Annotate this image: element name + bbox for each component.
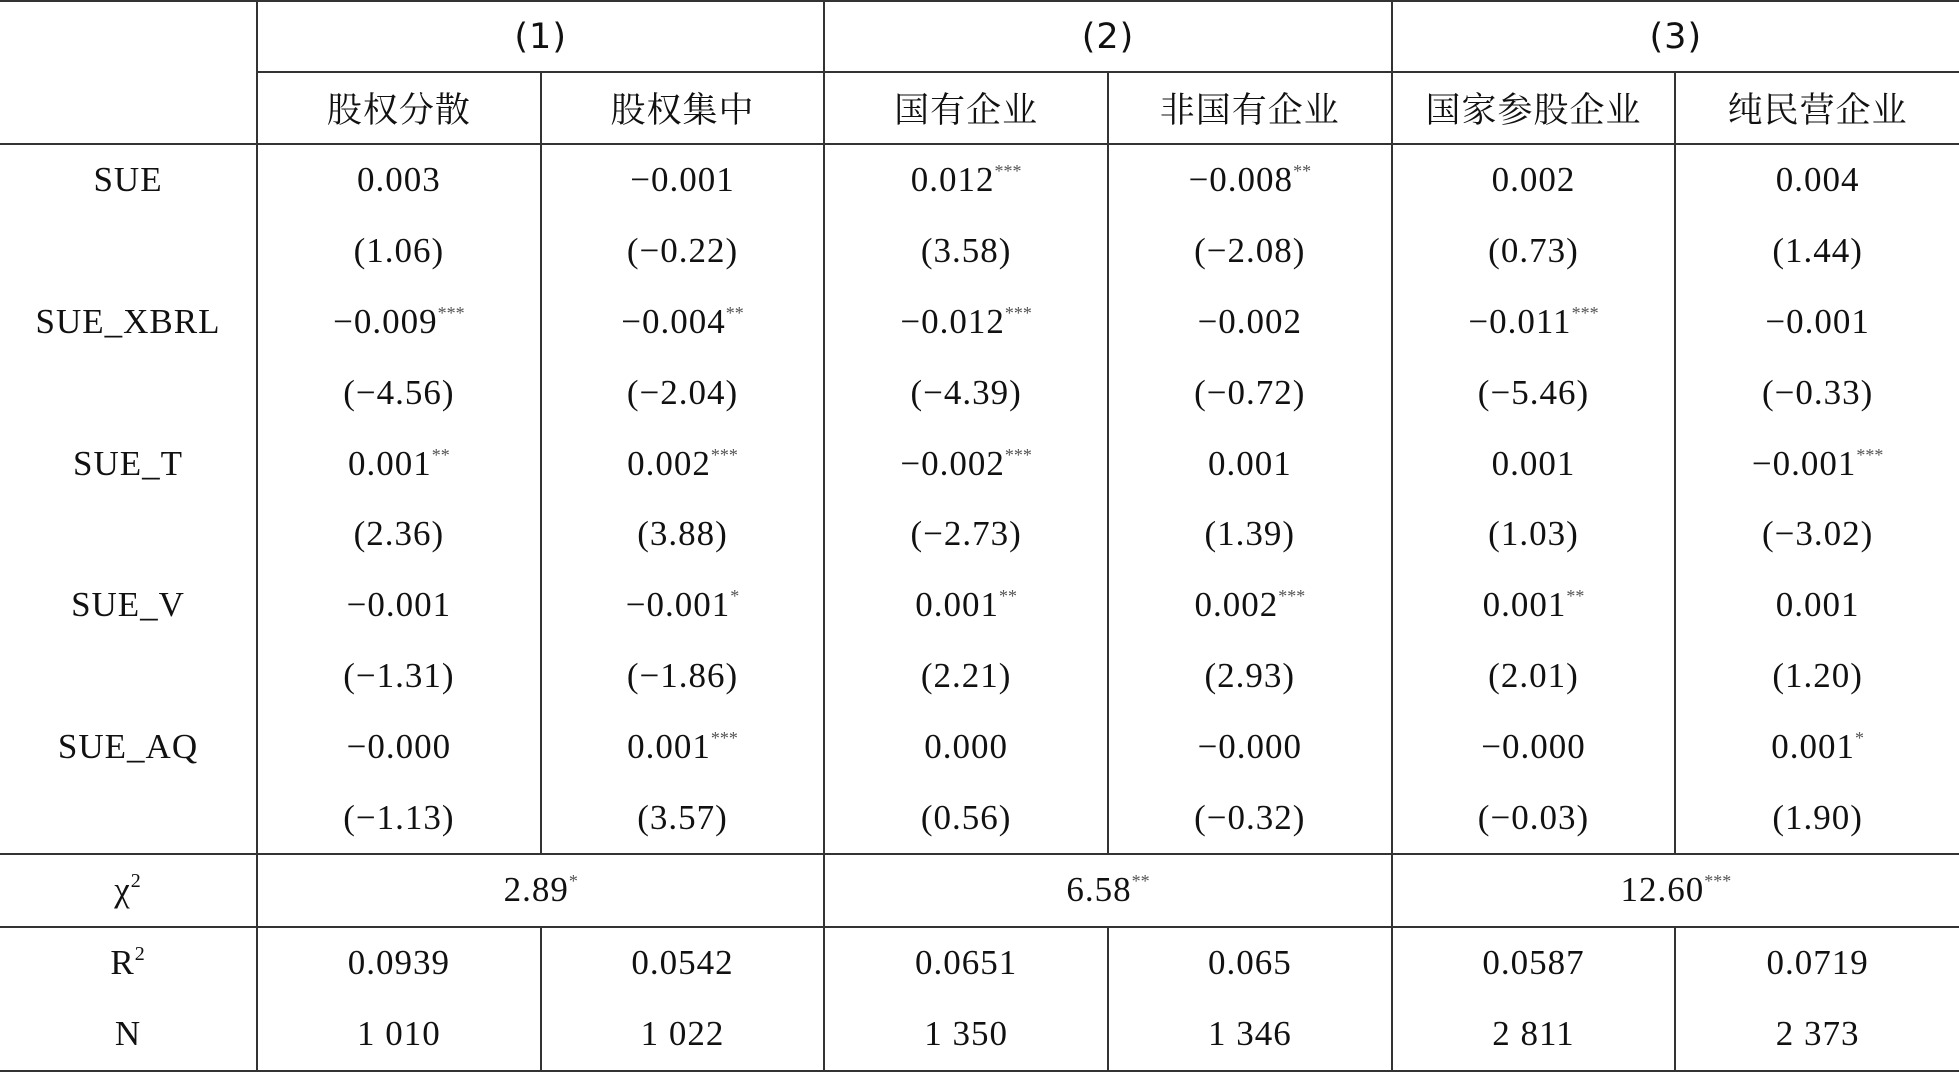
coefficient-value: 0.001	[627, 726, 711, 766]
coefficient-value: −0.008	[1188, 160, 1294, 200]
corner-cell	[0, 1, 257, 72]
coefficient-cell	[824, 570, 1108, 641]
group-header-2: (2)	[824, 1, 1391, 72]
coefficient-value: 0.001	[915, 585, 1000, 625]
coefficient-cell	[1675, 144, 1959, 216]
n-value: 1 350	[824, 999, 1108, 1071]
t-statistic-cell: (1.39)	[1108, 499, 1392, 570]
blank-label-cell	[0, 641, 257, 712]
t-statistic-row	[0, 499, 1959, 570]
significance-stars: **	[431, 444, 450, 465]
column-header: 非国有企业	[1108, 72, 1392, 144]
significance-stars: **	[999, 586, 1018, 607]
column-header-row	[0, 72, 1959, 144]
chi-square-row	[0, 854, 1959, 927]
t-statistic-cell: (−1.86)	[541, 641, 825, 712]
coefficient-cell	[1392, 428, 1676, 499]
significance-stars: **	[1293, 161, 1312, 182]
r-squared-row	[0, 927, 1959, 999]
t-statistic-row	[0, 216, 1959, 287]
coefficient-cell	[541, 570, 825, 641]
t-statistic-cell: (−0.72)	[1108, 357, 1392, 428]
chi2-value: 12.60***	[1392, 854, 1959, 927]
column-header: 国有企业	[824, 72, 1108, 144]
t-statistic-cell: (−3.02)	[1675, 499, 1959, 570]
coefficient-cell	[257, 144, 541, 216]
n-value: 2 373	[1675, 999, 1959, 1071]
t-statistic-cell: (−4.39)	[824, 357, 1108, 428]
blank-label-cell	[0, 216, 257, 287]
t-statistic-cell: (−5.46)	[1392, 357, 1676, 428]
coefficient-cell	[1675, 428, 1959, 499]
t-statistic-cell: (−1.13)	[257, 782, 541, 854]
coefficient-cell	[1108, 570, 1392, 641]
t-statistic-cell: (−0.33)	[1675, 357, 1959, 428]
coefficient-value: 0.001	[1771, 726, 1856, 766]
n-value: 2 811	[1392, 999, 1676, 1071]
coefficient-value: 0.001	[1207, 443, 1292, 483]
t-statistic-cell: (−2.73)	[824, 499, 1108, 570]
t-statistic-cell: (−0.32)	[1108, 782, 1392, 854]
t-statistic-cell: (−0.03)	[1392, 782, 1676, 854]
blank-label-cell	[0, 357, 257, 428]
coefficient-cell	[257, 287, 541, 358]
coefficient-cell	[541, 144, 825, 216]
t-statistic-cell: (1.90)	[1675, 782, 1959, 854]
t-statistic-cell: (−4.56)	[257, 357, 541, 428]
coefficient-value: −0.001	[1765, 301, 1870, 341]
t-statistic-cell: (−2.04)	[541, 357, 825, 428]
coefficient-value: −0.009	[333, 301, 438, 341]
t-statistic-cell: (−0.22)	[541, 216, 825, 287]
r2-value: 0.0542	[541, 927, 825, 999]
column-header: 股权集中	[541, 72, 825, 144]
coefficient-cell	[257, 428, 541, 499]
coefficient-value: 0.001	[1775, 585, 1860, 625]
coefficient-value: −0.011	[1468, 301, 1572, 341]
t-statistic-cell: (3.57)	[541, 782, 825, 854]
t-statistic-cell: (3.58)	[824, 216, 1108, 287]
significance-stars: ***	[1004, 444, 1032, 465]
coefficient-value: 0.002	[1194, 585, 1279, 625]
n-value: 1 010	[257, 999, 541, 1071]
t-statistic-cell: (−2.08)	[1108, 216, 1392, 287]
significance-stars: ***	[1004, 302, 1032, 323]
coefficient-row	[0, 570, 1959, 641]
coefficient-value: −0.000	[1481, 726, 1586, 766]
chi2-value: 2.89*	[257, 854, 824, 927]
t-statistic-cell: (2.36)	[257, 499, 541, 570]
group-header-3: (3)	[1392, 1, 1959, 72]
coefficient-value: 0.000	[924, 726, 1009, 766]
n-value: 1 346	[1108, 999, 1392, 1071]
coefficient-value: −0.000	[346, 726, 452, 766]
r2-value: 0.0719	[1675, 927, 1959, 999]
r2-value: 0.0651	[824, 927, 1108, 999]
significance-stars: ***	[1278, 586, 1306, 607]
t-statistic-row	[0, 641, 1959, 712]
coefficient-cell	[257, 570, 541, 641]
t-statistic-cell: (0.56)	[824, 782, 1108, 854]
variable-label: SUE_AQ	[57, 726, 199, 766]
significance-stars: ***	[437, 302, 465, 323]
coefficient-cell	[824, 287, 1108, 358]
row-label-n: N	[0, 999, 257, 1071]
coefficient-cell	[824, 428, 1108, 499]
coefficient-value: −0.004	[621, 301, 726, 341]
coefficient-value: 0.002	[1491, 160, 1576, 200]
coefficient-cell	[824, 711, 1108, 782]
variable-label: SUE_V	[71, 585, 185, 625]
coefficient-value: −0.001	[346, 585, 452, 625]
coefficient-rows	[0, 144, 1959, 854]
coefficient-cell	[1675, 287, 1959, 358]
coefficient-value: 0.004	[1775, 160, 1860, 200]
coefficient-cell	[1392, 711, 1676, 782]
blank-label-cell	[0, 499, 257, 570]
coefficient-value: −0.012	[900, 301, 1005, 341]
coefficient-value: 0.002	[627, 443, 711, 483]
column-header: 股权分散	[257, 72, 541, 144]
coefficient-cell	[1392, 570, 1676, 641]
coefficient-value: 0.003	[356, 160, 441, 200]
significance-stars: ***	[1856, 444, 1884, 465]
significance-stars: ***	[994, 161, 1022, 182]
coefficient-value: −0.002	[1197, 301, 1303, 341]
n-value: 1 022	[541, 999, 825, 1071]
observations-row	[0, 999, 1959, 1071]
t-statistic-row	[0, 357, 1959, 428]
group-header-row	[0, 1, 1959, 72]
t-statistic-cell: (1.44)	[1675, 216, 1959, 287]
corner-cell-lower	[0, 72, 257, 144]
r2-value: 0.065	[1108, 927, 1392, 999]
variable-label: SUE_XBRL	[35, 301, 221, 341]
coefficient-row	[0, 428, 1959, 499]
t-statistic-cell: (1.03)	[1392, 499, 1676, 570]
t-statistic-cell: (−1.31)	[257, 641, 541, 712]
coefficient-value: −0.001	[630, 160, 735, 200]
coefficient-cell	[257, 711, 541, 782]
blank-label-cell	[0, 782, 257, 854]
t-statistic-row	[0, 782, 1959, 854]
significance-stars: *	[730, 586, 740, 607]
coefficient-row	[0, 711, 1959, 782]
coefficient-value: 0.001	[1482, 585, 1567, 625]
group-header-1: (1)	[257, 1, 824, 72]
t-statistic-cell: (1.20)	[1675, 641, 1959, 712]
coefficient-value: −0.001	[1751, 443, 1857, 483]
chi2-value: 6.58**	[824, 854, 1391, 927]
coefficient-cell	[1108, 428, 1392, 499]
significance-stars: ***	[710, 444, 738, 465]
coefficient-row	[0, 287, 1959, 358]
column-header: 国家参股企业	[1392, 72, 1676, 144]
coefficient-cell	[541, 428, 825, 499]
r2-value: 0.0939	[257, 927, 541, 999]
t-statistic-cell: (2.01)	[1392, 641, 1676, 712]
coefficient-value: 0.012	[910, 160, 995, 200]
coefficient-cell	[1392, 144, 1676, 216]
coefficient-cell	[541, 711, 825, 782]
coefficient-cell	[1675, 711, 1959, 782]
coefficient-row	[0, 144, 1959, 216]
coefficient-cell	[1108, 144, 1392, 216]
row-label-r2: $R^2$	[110, 943, 146, 983]
significance-stars: **	[1566, 586, 1585, 607]
significance-stars: ***	[1571, 302, 1599, 323]
row-label-chi2: $\chi^2$	[0, 854, 257, 927]
column-header: 纯民营企业	[1675, 72, 1959, 144]
r2-value: 0.0587	[1392, 927, 1676, 999]
coefficient-cell	[824, 144, 1108, 216]
variable-label: SUE	[93, 160, 163, 200]
t-statistic-cell: (2.93)	[1108, 641, 1392, 712]
t-statistic-cell: (2.21)	[824, 641, 1108, 712]
significance-stars: *	[1855, 727, 1865, 748]
t-statistic-cell: (1.06)	[257, 216, 541, 287]
variable-label: SUE_T	[73, 443, 184, 483]
coefficient-cell	[1108, 711, 1392, 782]
t-statistic-cell: (0.73)	[1392, 216, 1676, 287]
coefficient-cell	[1108, 287, 1392, 358]
coefficient-value: 0.001	[1491, 443, 1576, 483]
t-statistic-cell: (3.88)	[541, 499, 825, 570]
coefficient-cell	[1675, 570, 1959, 641]
coefficient-value: −0.001	[625, 585, 731, 625]
coefficient-value: −0.002	[900, 443, 1005, 483]
significance-stars: **	[725, 302, 744, 323]
significance-stars: ***	[710, 727, 738, 748]
coefficient-value: −0.000	[1197, 726, 1303, 766]
coefficient-cell	[541, 287, 825, 358]
coefficient-cell	[1392, 287, 1676, 358]
coefficient-value: 0.001	[347, 443, 432, 483]
